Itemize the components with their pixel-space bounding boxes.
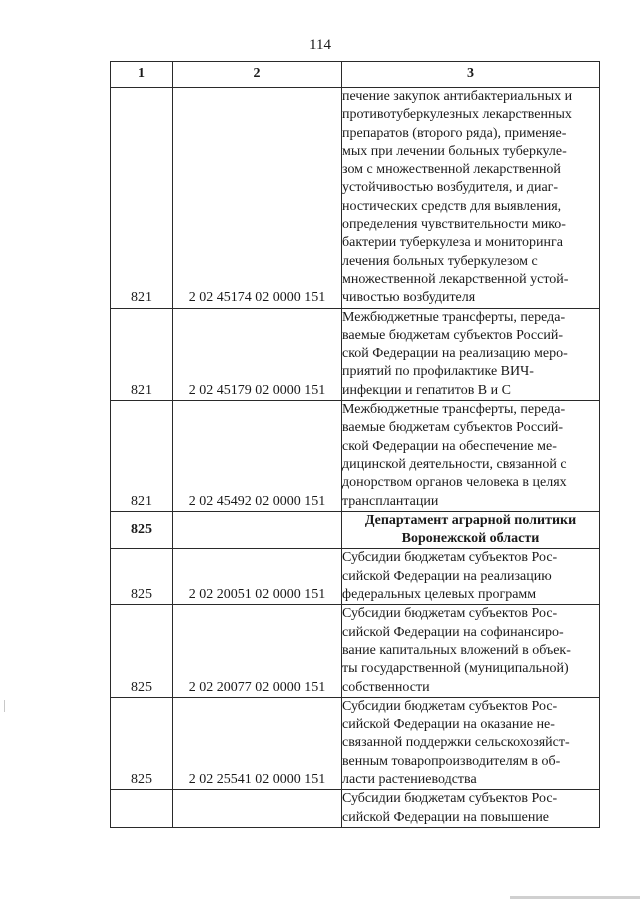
header-col-1: 1 (111, 62, 173, 88)
name-line: ты государственной (муниципальной) (342, 661, 569, 677)
name-line: инфекции и гепатитов B и C (342, 382, 511, 398)
scan-bottom-mark (510, 896, 640, 899)
name-line: связанной поддержки сельскохозяйст- (342, 735, 570, 751)
name-line: бактерии туберкулеза и мониторинга (342, 235, 563, 251)
table-row (111, 549, 600, 605)
table-row (111, 308, 600, 400)
name-line: печение закупок антибактериальных и (342, 89, 573, 104)
revenue-code-cell (173, 511, 342, 549)
name-line: Департамент аграрной политики (364, 512, 577, 528)
name-line: ской Федерации на обеспечение ме- (342, 438, 557, 454)
page-number: 114 (309, 37, 331, 53)
name-line: венным товаропроизводителям в об- (342, 753, 561, 769)
revenue-name-cell (342, 549, 600, 605)
budget-classification-table (110, 61, 600, 828)
header-col-2: 2 (173, 62, 342, 88)
name-line: Субсидии бюджетам субъектов Рос- (342, 606, 558, 622)
revenue-code-cell (173, 790, 342, 828)
revenue-name-cell (342, 605, 600, 697)
name-line: сийской Федерации на реализацию (342, 568, 552, 584)
scan-margin-mark (4, 700, 5, 712)
table-row (111, 605, 600, 697)
admin-code-cell: 821 (111, 88, 173, 309)
name-line: Субсидии бюджетам субъектов Рос- (342, 791, 558, 807)
admin-code-cell: 825 (111, 511, 173, 549)
revenue-name-cell (342, 88, 600, 309)
table-body (111, 88, 600, 828)
department-row (111, 511, 600, 549)
admin-code-cell: 825 (111, 697, 173, 789)
name-line: мых при лечении больных туберкуле- (342, 143, 567, 159)
revenue-code-cell: 2 02 20051 02 0000 151 (173, 549, 342, 605)
name-line: ностических средств для выявления, (342, 198, 562, 214)
name-line: собственности (342, 679, 430, 695)
name-line: дицинской деятельности, связанной с (342, 456, 567, 472)
name-line: сийской Федерации на софинансиро- (342, 624, 564, 640)
name-line: зом с множественной лекарственной (342, 162, 561, 178)
name-line: Межбюджетные трансферты, переда- (342, 402, 566, 418)
revenue-name-cell (342, 511, 600, 549)
revenue-code-cell: 2 02 45492 02 0000 151 (173, 401, 342, 512)
name-line: Межбюджетные трансферты, переда- (342, 309, 566, 325)
revenue-name-cell (342, 401, 600, 512)
name-line: лечения больных туберкулезом с (342, 253, 538, 269)
name-line: сийской Федерации на повышение (342, 809, 550, 825)
table-row (111, 401, 600, 512)
name-line: противотуберкулезных лекарственных (342, 107, 572, 123)
name-line: трансплантации (342, 493, 439, 509)
revenue-code-cell: 2 02 45174 02 0000 151 (173, 88, 342, 309)
revenue-name-cell (342, 697, 600, 789)
name-line: ваемые бюджетам субъектов Россий- (342, 327, 563, 343)
name-line: Субсидии бюджетам субъектов Рос- (342, 698, 558, 714)
name-line: сийской Федерации на оказание не- (342, 717, 555, 733)
admin-code-cell: 825 (111, 549, 173, 605)
name-line: федеральных целевых программ (342, 587, 537, 603)
table-header-row (111, 62, 600, 88)
name-line: Субсидии бюджетам субъектов Рос- (342, 550, 558, 566)
revenue-code-cell: 2 02 25541 02 0000 151 (173, 697, 342, 789)
admin-code-cell: 825 (111, 605, 173, 697)
name-line: препаратов (второго ряда), применяе- (342, 125, 567, 141)
admin-code-cell: 821 (111, 401, 173, 512)
name-line: чивостью возбудителя (342, 290, 476, 306)
name-line: Воронежской области (401, 531, 540, 547)
revenue-code-cell: 2 02 45179 02 0000 151 (173, 308, 342, 400)
header-col-3: 3 (342, 62, 600, 88)
revenue-name-cell (342, 790, 600, 828)
table-row (111, 790, 600, 828)
table-row (111, 697, 600, 789)
name-line: определения чувствительности мико- (342, 217, 566, 233)
name-line: приятий по профилактике ВИЧ- (342, 364, 534, 380)
name-line: вание капитальных вложений в объек- (342, 642, 571, 658)
name-line: ваемые бюджетам субъектов Россий- (342, 420, 563, 436)
admin-code-cell: 821 (111, 308, 173, 400)
admin-code-cell (111, 790, 173, 828)
table-row (111, 88, 600, 309)
name-line: ской Федерации на реализацию меро- (342, 346, 568, 362)
revenue-name-cell (342, 308, 600, 400)
name-line: ласти растениеводства (342, 771, 477, 787)
name-line: донорством органов человека в целях (342, 475, 567, 491)
name-line: множественной лекарственной устой- (342, 271, 569, 287)
name-line: устойчивостью возбудителя, и диаг- (342, 180, 559, 196)
revenue-code-cell: 2 02 20077 02 0000 151 (173, 605, 342, 697)
